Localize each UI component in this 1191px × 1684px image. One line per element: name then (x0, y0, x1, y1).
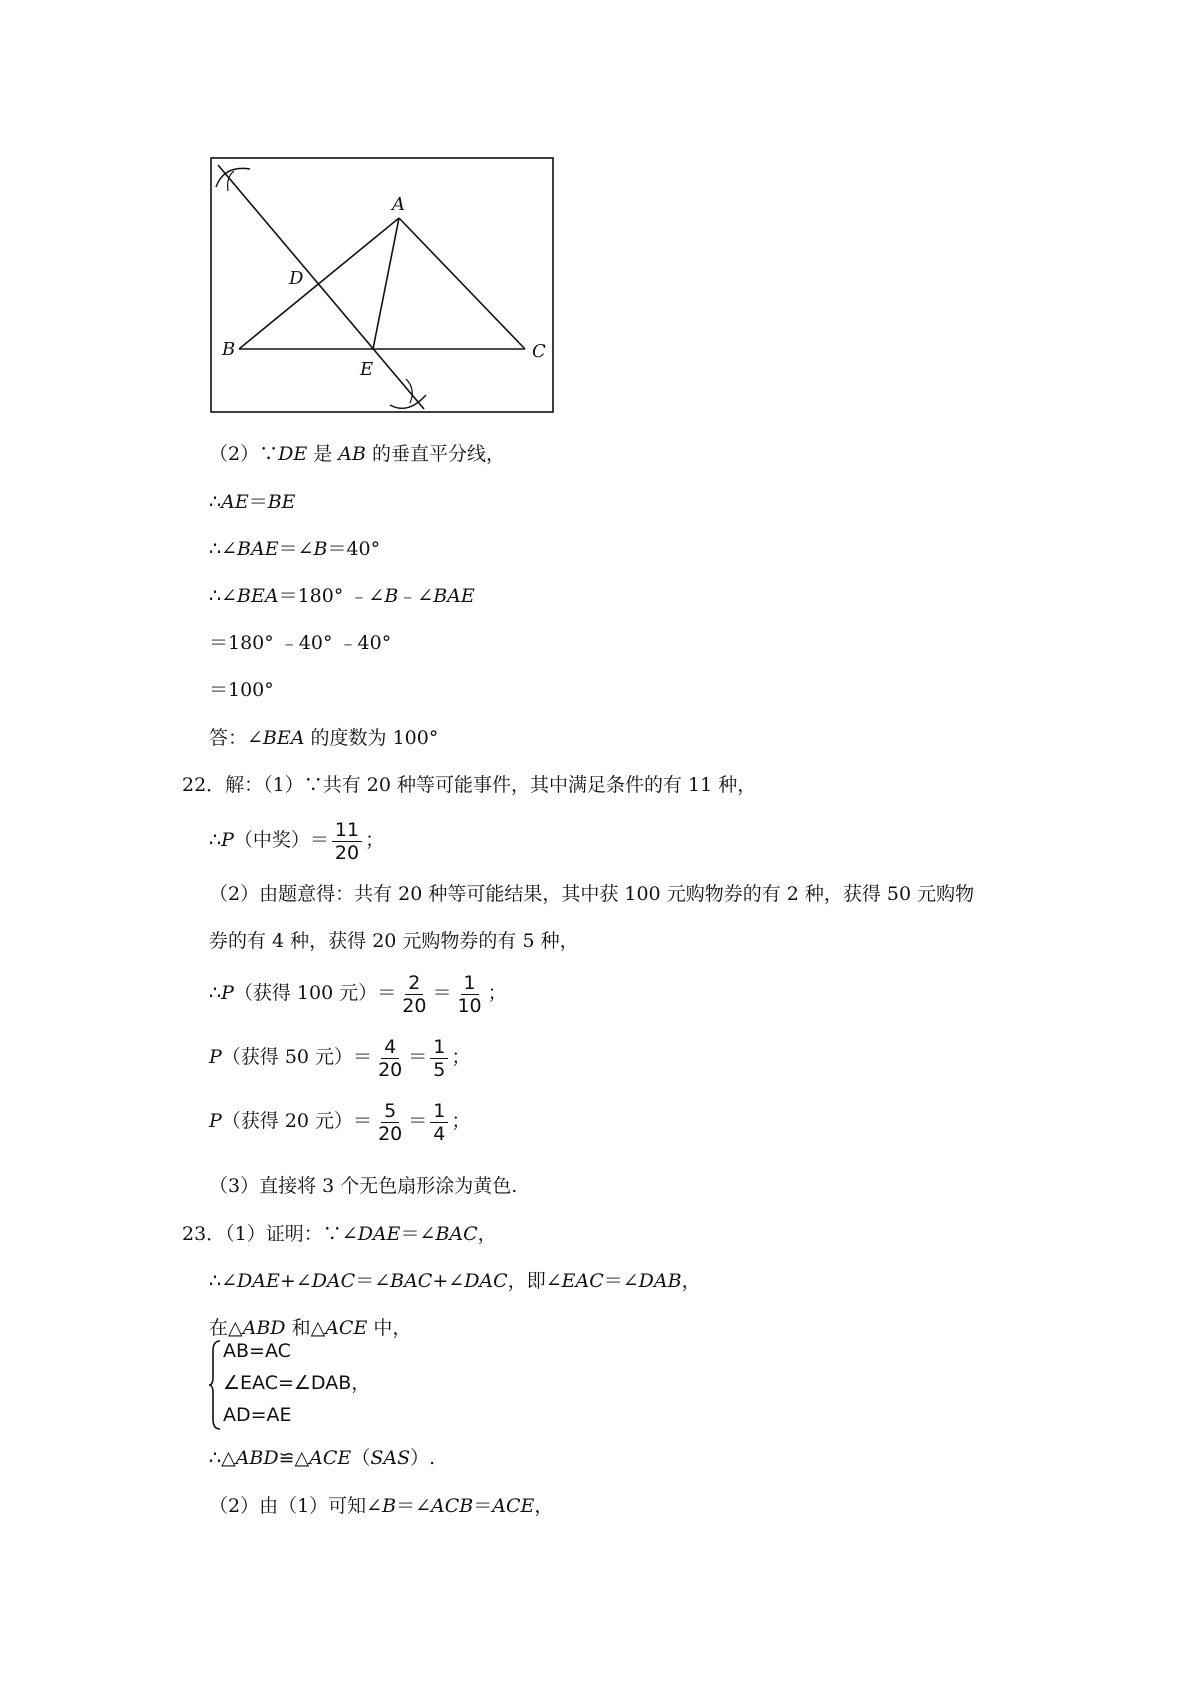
q22-line-7: P（获得 20 元）＝ $\frac{5}{20}$ ＝ $\frac{1}{4}$ ； (209, 1099, 471, 1145)
brace-icon (209, 1339, 221, 1431)
q22-line-5: ∴P（获得 100 元）＝ $\frac{2}{20}$ ＝ $\frac{1}{10}$ ； (209, 971, 507, 1017)
q23-line-3: 在△ABD 和△ACE 中， (209, 1317, 412, 1339)
label-C: C (532, 341, 546, 362)
q21-line-5: ＝180° ﹣40° ﹣40° (209, 632, 392, 654)
q23-line-5: （2）由（1）可知∠B＝∠ACB＝ACE， (209, 1495, 554, 1517)
system-equation-2: ∠EAC=∠DAB， (223, 1372, 371, 1394)
label-D: D (289, 268, 304, 289)
segment-AC (399, 218, 525, 349)
q22-line-1: 22．解：（1）∵共有 20 种等可能事件，其中满足条件的有 11 种， (182, 774, 757, 796)
label-A: A (392, 194, 405, 215)
fraction: $\frac{2}{20}$ (402, 971, 427, 1017)
q21-line-1: （2）∵DE 是 AB 的垂直平分线， (209, 443, 506, 465)
label-B: B (222, 339, 236, 360)
q21-answer: 答：∠BEA 的度数为 100° (209, 727, 439, 749)
geometry-figure (210, 157, 554, 413)
system-equation-1: AB=AC (223, 1340, 291, 1362)
q22-line-8: （3）直接将 3 个无色扇形涂为黄色. (209, 1175, 518, 1197)
fraction: $\frac{4}{20}$ (378, 1035, 403, 1081)
construction-arc-bottom (390, 395, 426, 408)
q21-line-2: ∴AE＝BE (209, 491, 296, 513)
q21-line-3: ∴∠BAE＝∠B＝40° (209, 538, 381, 560)
fraction: $\frac{11}{20}$ (332, 819, 362, 864)
segment-AE (373, 218, 399, 349)
fraction: $\frac{1}{4}$ (430, 1100, 448, 1145)
q22-line-3: （2）由题意得：共有 20 种等可能结果，其中获 100 元购物券的有 2 种，获得 50 元购物 (209, 883, 975, 905)
fraction: $\frac{1}{10}$ (457, 971, 482, 1017)
equation-system (209, 1339, 409, 1431)
system-equation-3: AD=AE (223, 1404, 292, 1426)
q21-line-4: ∴∠BEA＝180° ﹣∠B﹣∠BAE (209, 585, 475, 607)
q21-line-6: ＝100° (209, 679, 274, 701)
label-E: E (360, 359, 374, 380)
fraction: $\frac{5}{20}$ (378, 1099, 403, 1145)
fraction: $\frac{1}{5}$ (430, 1036, 448, 1081)
q23-line-4: ∴△ABD≌△ACE（SAS）. (209, 1447, 436, 1469)
q23-line-1: 23．（1）证明：∵∠DAE＝∠BAC， (182, 1223, 497, 1245)
q22-line-6: P（获得 50 元）＝ $\frac{4}{20}$ ＝ $\frac{1}{5}$ ； (209, 1035, 471, 1081)
q23-line-2: ∴∠DAE+∠DAC＝∠BAC+∠DAC，即∠EAC＝∠DAB， (209, 1270, 701, 1292)
q22-line-2: ∴P（中奖）＝ $\frac{11}{20}$ ； (209, 818, 385, 864)
figure-frame (211, 158, 553, 412)
q22-line-4: 券的有 4 种，获得 20 元购物券的有 5 种， (209, 930, 579, 952)
